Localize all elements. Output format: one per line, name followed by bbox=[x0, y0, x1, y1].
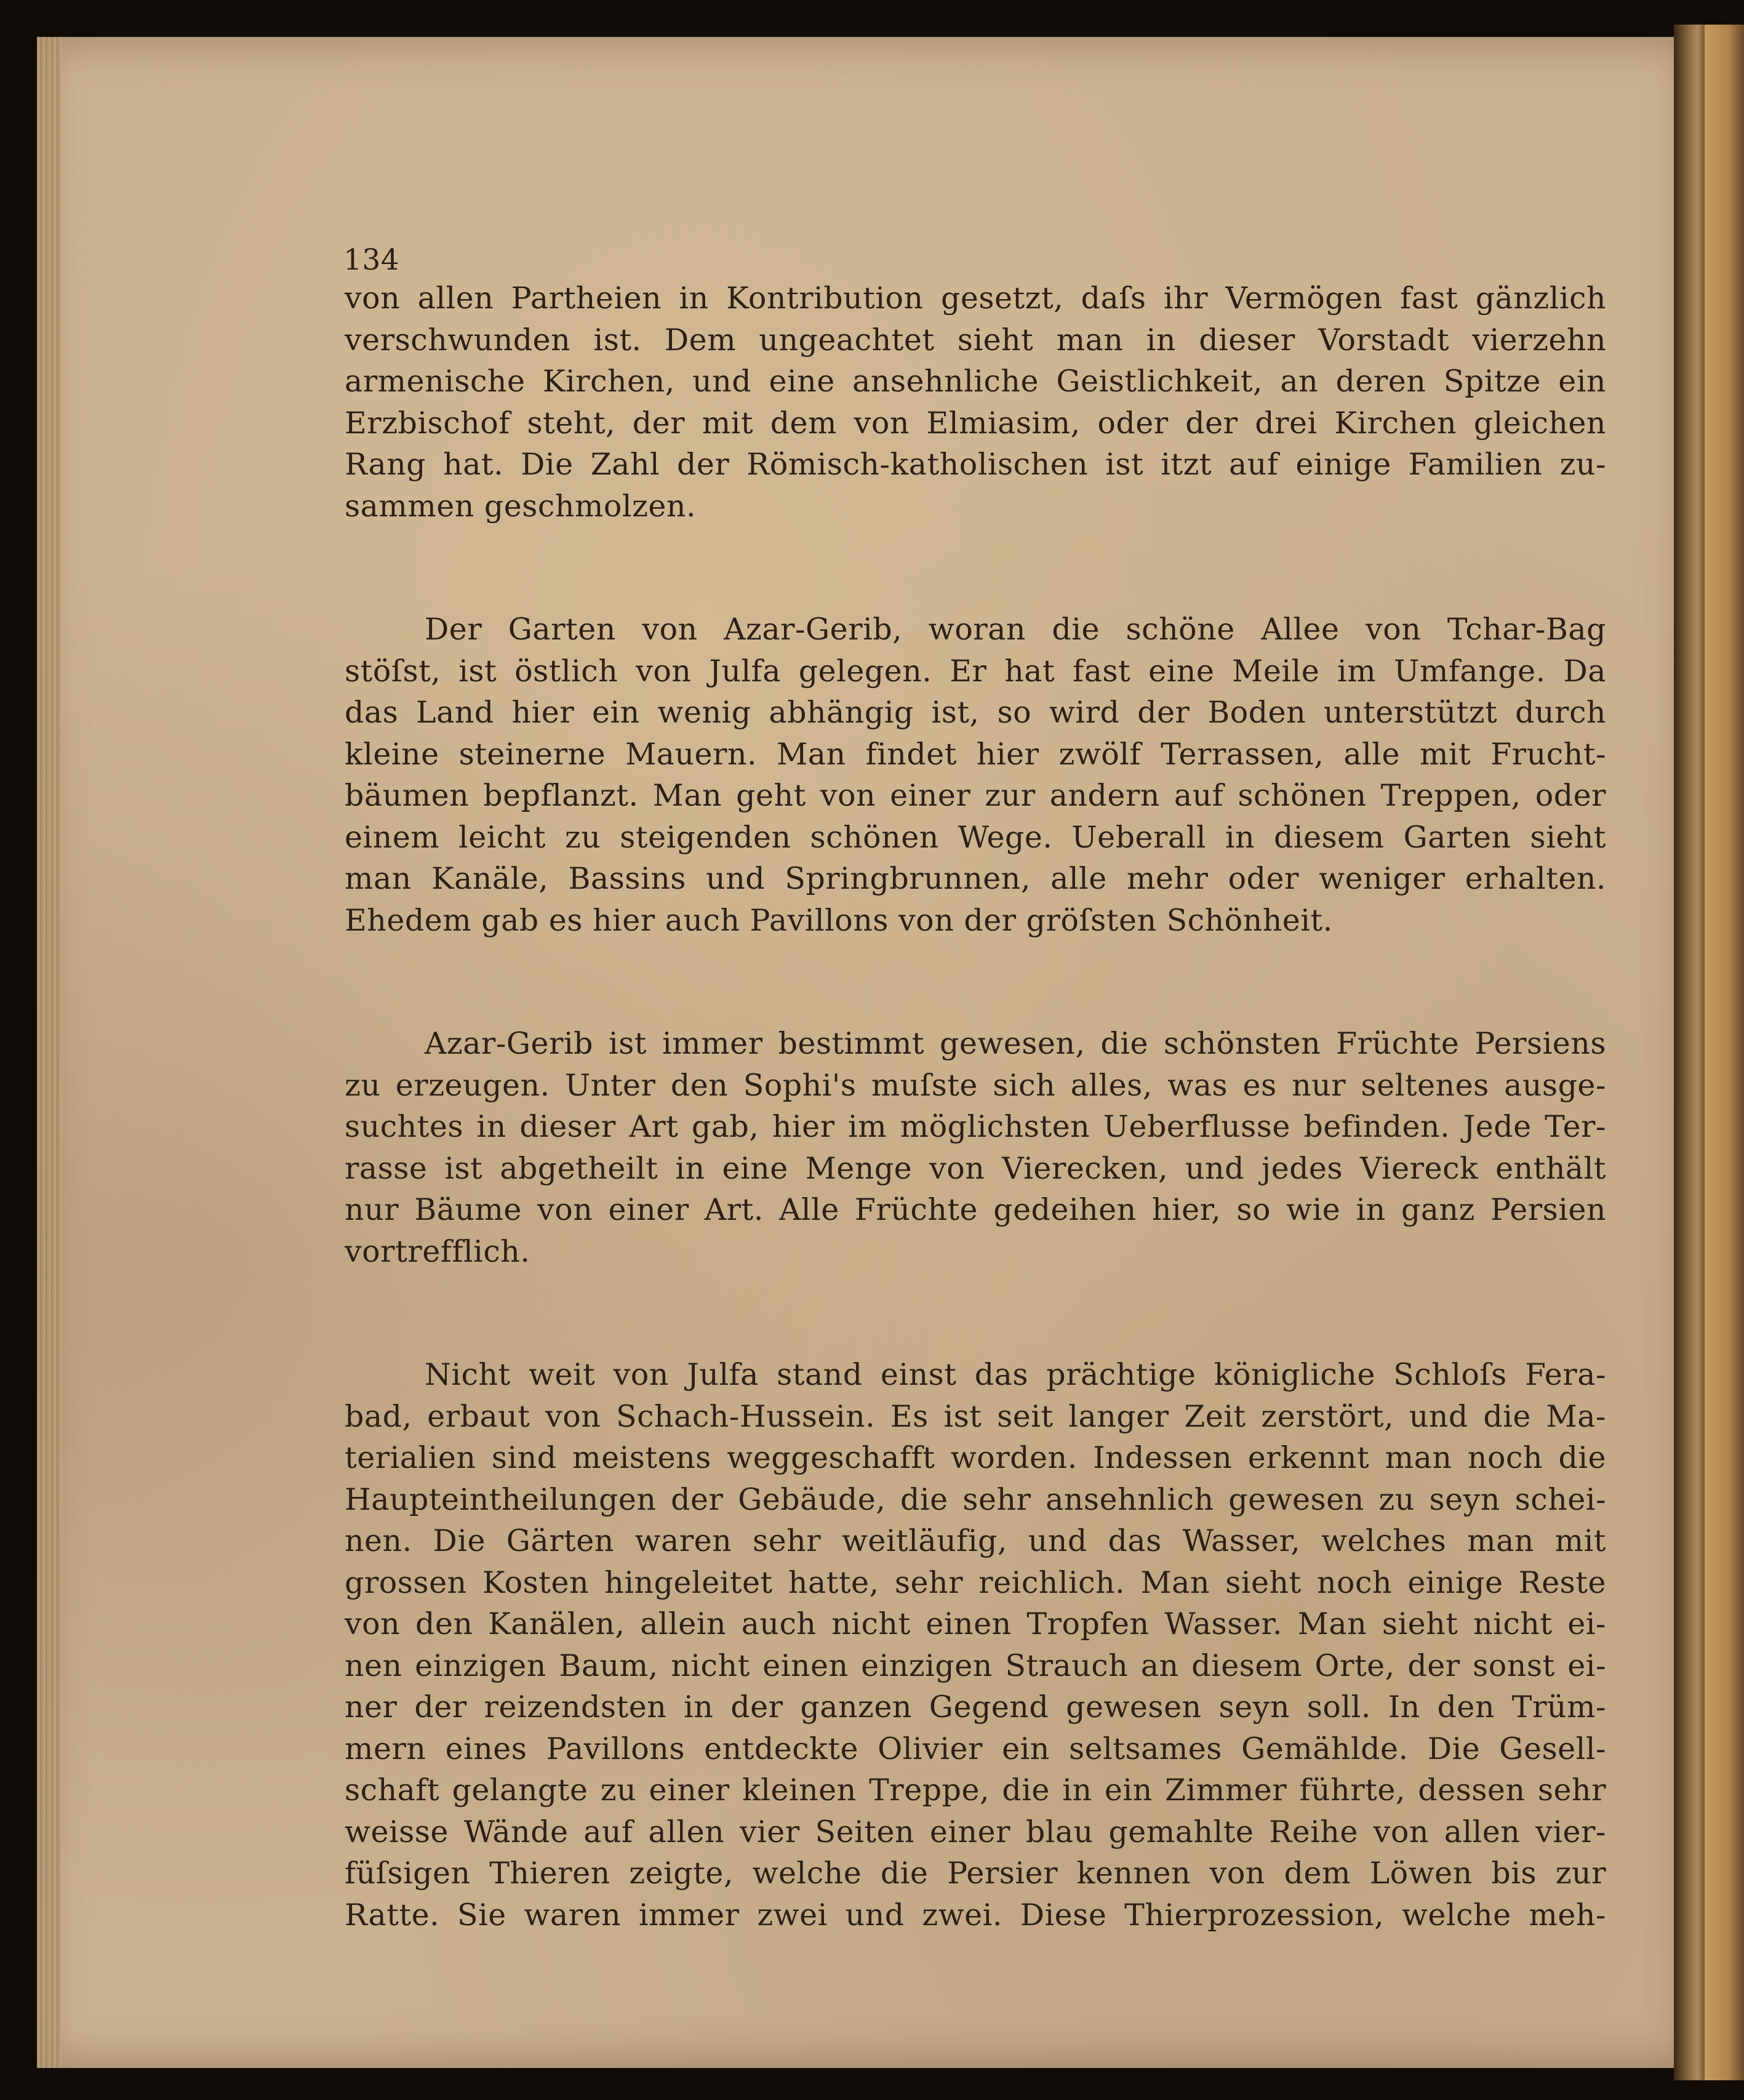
text-line: vortrefflich. bbox=[345, 1233, 530, 1269]
text-line: armenische Kirchen, und eine ansehnliche Geistlichkeit, an deren Spitze ein bbox=[345, 364, 1606, 399]
text-line: von den Kanälen, allein auch nicht einen Tropfen Wasser. Man sieht nicht ei- bbox=[345, 1606, 1606, 1641]
text-line: Azar-Gerib ist immer bestimmt gewesen, die schönsten Früchte Persiens bbox=[425, 1026, 1606, 1061]
text-line: nen. Die Gärten waren sehr weitläufig, und das Wasser, welches man mit bbox=[345, 1523, 1606, 1558]
text-line: sammen geschmolzen. bbox=[345, 488, 697, 524]
text-line: Nicht weit von Julfa stand einst das prächtige königliche Schloſs Fera- bbox=[425, 1357, 1606, 1392]
text-line: kleine steinerne Mauern. Man findet hier zwölf Terrassen, alle mit Frucht- bbox=[345, 736, 1606, 772]
text-line: von allen Partheien in Kontribution gesetzt, daſs ihr Vermögen fast gänzlich bbox=[345, 281, 1606, 316]
text-line: füſsigen Thieren zeigte, welche die Persier kennen von dem Löwen bis zur bbox=[345, 1856, 1606, 1891]
text-line: verschwunden ist. Dem ungeachtet sieht man in dieser Vorstadt vierzehn bbox=[345, 322, 1606, 358]
paragraph-3 bbox=[345, 1023, 1606, 1272]
text-line: rasse ist abgetheilt in eine Menge von Vierecken, und jedes Viereck enthält bbox=[345, 1150, 1606, 1186]
text-block bbox=[345, 243, 1606, 1936]
text-line: das Land hier ein wenig abhängig ist, so wird der Boden unterstützt durch bbox=[345, 695, 1606, 730]
text-line: Haupteintheilungen der Gebäude, die sehr ansehnlich gewesen zu seyn schei- bbox=[345, 1481, 1606, 1517]
text-line: nen einzigen Baum, nicht einen einzigen Strauch an diesem Orte, der sonst ei- bbox=[345, 1648, 1606, 1683]
paragraph-2 bbox=[345, 609, 1606, 941]
paragraph-1 bbox=[345, 278, 1606, 527]
text-line: ner der reizendsten in der ganzen Gegend gewesen seyn soll. In den Trüm- bbox=[345, 1689, 1606, 1725]
text-line: stöſst, ist östlich von Julfa gelegen. Er hat fast eine Meile im Umfange. Da bbox=[345, 653, 1606, 689]
text-line: schaft gelangte zu einer kleinen Treppe, die in ein Zimmer führte, dessen sehr bbox=[345, 1773, 1606, 1808]
text-line: Erzbischof steht, der mit dem von Elmiasim, oder der drei Kirchen gleichen bbox=[345, 405, 1606, 441]
page-stack-edge bbox=[37, 37, 62, 2068]
text-line: bäumen bepflanzt. Man geht von einer zur andern auf schönen Treppen, oder bbox=[345, 778, 1606, 813]
text-line: terialien sind meistens weggeschafft worden. Indessen erkennt man noch die bbox=[345, 1440, 1606, 1475]
text-line: suchtes in dieser Art gab, hier im möglichsten Ueberflusse befinden. Jede Ter- bbox=[345, 1109, 1606, 1144]
text-line: nur Bäume von einer Art. Alle Früchte gedeihen hier, so wie in ganz Persien bbox=[345, 1192, 1606, 1227]
text-line: Der Garten von Azar-Gerib, woran die schöne Allee von Tchar-Bag bbox=[425, 612, 1606, 647]
text-line: weisse Wände auf allen vier Seiten einer blau gemahlte Reihe von allen vier- bbox=[345, 1814, 1606, 1850]
text-line: Ehedem gab es hier auch Pavillons von der gröſsten Schönheit. bbox=[345, 902, 1333, 938]
text-line: man Kanäle, Bassins und Springbrunnen, alle mehr oder weniger erhalten. bbox=[345, 861, 1606, 896]
text-line: mern eines Pavillons entdeckte Olivier ein seltsames Gemählde. Die Gesell- bbox=[345, 1731, 1606, 1766]
text-line: Rang hat. Die Zahl der Römisch-katholischen ist itzt auf einige Familien zu- bbox=[345, 447, 1606, 482]
facing-page-edge bbox=[1705, 25, 1744, 2080]
text-line: einem leicht zu steigenden schönen Wege. Ueberall in diesem Garten sieht bbox=[345, 819, 1606, 855]
text-line: bad, erbaut von Schach-Hussein. Es ist seit langer Zeit zerstört, und die Ma- bbox=[345, 1398, 1606, 1434]
text-line: Ratte. Sie waren immer zwei und zwei. Diese Thierprozession, welche meh- bbox=[345, 1897, 1606, 1933]
text-line: grossen Kosten hingeleitet hatte, sehr reichlich. Man sieht noch einige Reste bbox=[345, 1565, 1606, 1600]
paragraph-4 bbox=[345, 1354, 1606, 1936]
text-line: zu erzeugen. Unter den Sophi's muſste sich alles, was es nur seltenes ausge- bbox=[345, 1067, 1606, 1103]
page-number: 134 bbox=[343, 243, 400, 277]
